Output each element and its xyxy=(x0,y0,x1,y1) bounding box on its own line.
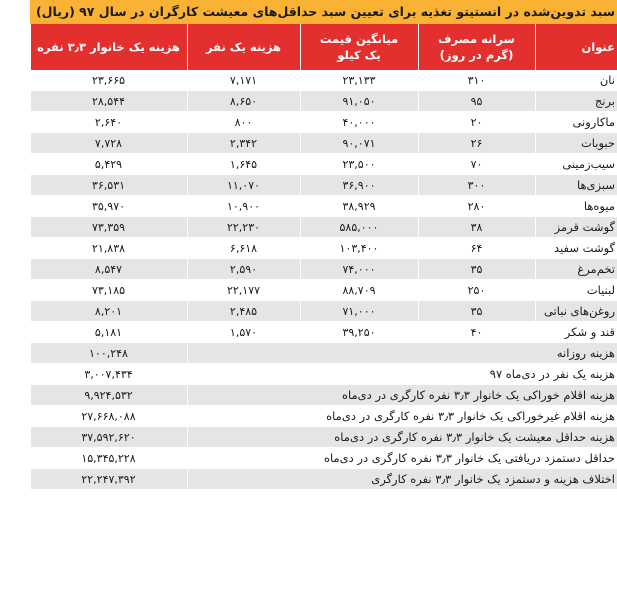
table-row xyxy=(30,301,617,322)
cell-item: روغن‌های نباتی xyxy=(535,301,617,322)
summary-value: ۹,۹۲۴,۵۳۲ xyxy=(30,385,187,406)
cell-cost-family: ۸,۲۰۱ xyxy=(30,301,187,322)
cell-item: میوه‌ها xyxy=(535,196,617,217)
summary-label: هزینه روزانه xyxy=(187,343,617,364)
header-price-line2: یک کیلو xyxy=(337,48,381,62)
cell-cost-family: ۳۶,۵۳۱ xyxy=(30,175,187,196)
cell-item: حبوبات xyxy=(535,133,617,154)
cell-cost-person: ۲۲,۱۷۷ xyxy=(187,280,300,301)
cell-item: برنج xyxy=(535,91,617,112)
cell-price: ۱۰۳,۴۰۰ xyxy=(300,238,418,259)
table-row xyxy=(30,70,617,91)
summary-value: ۱۰۰,۲۴۸ xyxy=(30,343,187,364)
cell-consumption: ۶۴ xyxy=(418,238,535,259)
table-row xyxy=(30,154,617,175)
summary-row xyxy=(30,364,617,385)
cell-cost-person: ۱۰,۹۰۰ xyxy=(187,196,300,217)
cell-cost-family: ۲,۶۴۰ xyxy=(30,112,187,133)
cell-item: تخم‌مرغ xyxy=(535,259,617,280)
cell-consumption: ۳۰۰ xyxy=(418,175,535,196)
cell-cost-family: ۷۳,۳۵۹ xyxy=(30,217,187,238)
cell-consumption: ۳۵ xyxy=(418,259,535,280)
cell-cost-person: ۸,۶۵۰ xyxy=(187,91,300,112)
table-row xyxy=(30,112,617,133)
cell-item: نان xyxy=(535,70,617,91)
cell-price: ۹۰,۰۷۱ xyxy=(300,133,418,154)
cell-cost-family: ۸,۵۴۷ xyxy=(30,259,187,280)
header-item: عنوان xyxy=(535,24,617,70)
summary-value: ۲۲,۲۴۷,۳۹۲ xyxy=(30,469,187,490)
summary-label: حداقل دستمزد دریافتی یک خانوار ۳٫۳ نفره کارگری در دی‌ماه xyxy=(187,448,617,469)
cell-price: ۸۸,۷۰۹ xyxy=(300,280,418,301)
cell-cost-family: ۲۱,۸۳۸ xyxy=(30,238,187,259)
cell-item: قند و شکر xyxy=(535,322,617,343)
header-consumption xyxy=(418,24,535,70)
summary-value: ۳۷,۵۹۲,۶۲۰ xyxy=(30,427,187,448)
cell-consumption: ۷۰ xyxy=(418,154,535,175)
cell-consumption: ۲۵۰ xyxy=(418,280,535,301)
food-basket-table xyxy=(30,24,617,490)
food-basket-table-container xyxy=(30,0,617,490)
header-row xyxy=(30,24,617,70)
cell-cost-person: ۲۲,۲۳۰ xyxy=(187,217,300,238)
cell-cost-person: ۲,۴۸۵ xyxy=(187,301,300,322)
cell-cost-family: ۵,۱۸۱ xyxy=(30,322,187,343)
cell-consumption: ۲۸۰ xyxy=(418,196,535,217)
cell-consumption: ۴۰ xyxy=(418,322,535,343)
table-row xyxy=(30,133,617,154)
summary-row xyxy=(30,406,617,427)
summary-value: ۲۷,۶۶۸,۰۸۸ xyxy=(30,406,187,427)
cell-cost-person: ۱,۵۷۰ xyxy=(187,322,300,343)
cell-item: سبزی‌ها xyxy=(535,175,617,196)
cell-price: ۷۴,۰۰۰ xyxy=(300,259,418,280)
table-row xyxy=(30,175,617,196)
cell-price: ۳۸,۹۲۹ xyxy=(300,196,418,217)
cell-consumption: ۳۵ xyxy=(418,301,535,322)
cell-consumption: ۲۰ xyxy=(418,112,535,133)
summary-row xyxy=(30,343,617,364)
cell-cost-person: ۶,۶۱۸ xyxy=(187,238,300,259)
table-row xyxy=(30,217,617,238)
cell-cost-family: ۷,۷۲۸ xyxy=(30,133,187,154)
cell-price: ۲۳,۵۰۰ xyxy=(300,154,418,175)
cell-cost-family: ۵,۴۲۹ xyxy=(30,154,187,175)
header-consumption-line2: (گرم در روز) xyxy=(439,48,514,62)
cell-price: ۳۹,۲۵۰ xyxy=(300,322,418,343)
summary-label: اختلاف هزینه و دستمزد یک خانوار ۳٫۳ نفره کارگری xyxy=(187,469,617,490)
summary-label: هزینه اقلام خوراکی یک خانوار ۳٫۳ نفره کارگری در دی‌ماه xyxy=(187,385,617,406)
header-price xyxy=(300,24,418,70)
table-row xyxy=(30,322,617,343)
summary-row xyxy=(30,448,617,469)
cell-price: ۴۰,۰۰۰ xyxy=(300,112,418,133)
table-row xyxy=(30,259,617,280)
cell-cost-family: ۲۳,۶۶۵ xyxy=(30,70,187,91)
cell-cost-person: ۲,۵۹۰ xyxy=(187,259,300,280)
cell-cost-person: ۱,۶۴۵ xyxy=(187,154,300,175)
header-consumption-line1: سرانه مصرف xyxy=(438,32,515,46)
table-row xyxy=(30,196,617,217)
cell-price: ۲۳,۱۳۳ xyxy=(300,70,418,91)
table-body xyxy=(30,70,617,490)
header-price-line1: میانگین قیمت xyxy=(319,32,399,46)
table-title: سبد تدوین‌شده در انستیتو تغذیه برای تعیین سبد حداقل‌های معیشت کارگران در سال ۹۷ (ریال) xyxy=(30,0,617,24)
summary-label: هزینه حداقل معیشت یک خانوار ۳٫۳ نفره کارگری در دی‌ماه xyxy=(187,427,617,448)
cell-consumption: ۳۸ xyxy=(418,217,535,238)
cell-consumption: ۲۶ xyxy=(418,133,535,154)
cell-cost-person: ۷,۱۷۱ xyxy=(187,70,300,91)
header-cost-person: هزینه یک نفر xyxy=(187,24,300,70)
cell-item: گوشت سفید xyxy=(535,238,617,259)
summary-row xyxy=(30,385,617,406)
summary-value: ۳,۰۰۷,۴۳۴ xyxy=(30,364,187,385)
cell-price: ۳۶,۹۰۰ xyxy=(300,175,418,196)
summary-value: ۱۵,۳۴۵,۲۲۸ xyxy=(30,448,187,469)
cell-cost-person: ۸۰۰ xyxy=(187,112,300,133)
cell-cost-person: ۲,۳۴۲ xyxy=(187,133,300,154)
cell-consumption: ۳۱۰ xyxy=(418,70,535,91)
table-row xyxy=(30,280,617,301)
header-cost-family: هزینه یک خانوار ۳٫۳ نفره xyxy=(30,24,187,70)
cell-price: ۷۱,۰۰۰ xyxy=(300,301,418,322)
cell-item: ماکارونی xyxy=(535,112,617,133)
cell-price: ۹۱,۰۵۰ xyxy=(300,91,418,112)
cell-item: سیب‌زمینی xyxy=(535,154,617,175)
summary-row xyxy=(30,427,617,448)
cell-item: گوشت قرمز xyxy=(535,217,617,238)
cell-consumption: ۹۵ xyxy=(418,91,535,112)
cell-cost-person: ۱۱,۰۷۰ xyxy=(187,175,300,196)
table-row xyxy=(30,91,617,112)
cell-item: لبنیات xyxy=(535,280,617,301)
table-row xyxy=(30,238,617,259)
summary-label: هزینه اقلام غیرخوراکی یک خانوار ۳٫۳ نفره کارگری در دی‌ماه xyxy=(187,406,617,427)
summary-row xyxy=(30,469,617,490)
summary-label: هزینه یک نفر در دی‌ماه ۹۷ xyxy=(187,364,617,385)
cell-cost-family: ۳۵,۹۷۰ xyxy=(30,196,187,217)
cell-cost-family: ۷۳,۱۸۵ xyxy=(30,280,187,301)
cell-price: ۵۸۵,۰۰۰ xyxy=(300,217,418,238)
cell-cost-family: ۲۸,۵۴۴ xyxy=(30,91,187,112)
